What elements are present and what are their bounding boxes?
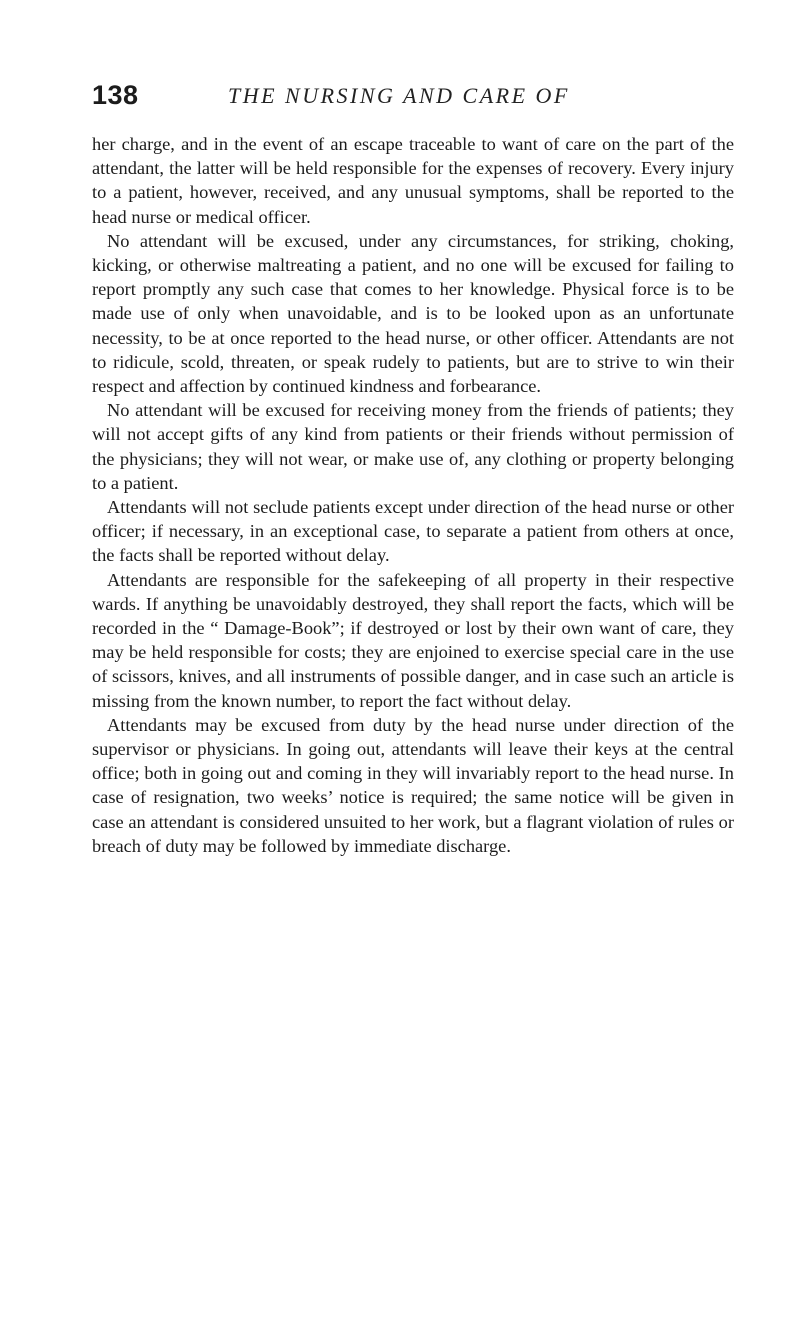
paragraph-seclusion-rule: Attendants will not seclude patients except under direction of the head nurse or other officer; if necessary, in an exceptional case, to separate a patient from others at once, the facts shall be reported without delay.: [92, 497, 734, 566]
paragraph-maltreatment-rule: No attendant will be excused, under any circumstances, for striking, choking, kicking, or otherwise maltreating a patient, and no one will be excused for failing to report promptly any such case that comes to her knowledge. Physical force is to be made use of only when unavoidable, and is to be looked upon as an unfortunate necessity, to be at once reported to the head nurse, or other officer. Attendants are not to ridicule, scold, threaten, or speak rudely to patients, but are to strive to win their respect and affection by continued kindness and forbearance.: [92, 230, 734, 397]
page-number: 138: [92, 80, 139, 110]
paragraph-duty-rule: Attendants may be excused from duty by the head nurse under direction of the supervisor or physicians. In going out, attendants will leave their keys at the central office; both in going out and coming in they will invariably report to the head nurse. In case of resignation, two weeks’ notice is required; the same notice will be given in case an attendant is considered unsuited to her work, but a flagrant violation of rules or breach of duty may be followed by immediate discharge.: [92, 714, 734, 856]
body-text: [92, 132, 734, 858]
running-title: THE NURSING AND CARE OF: [228, 83, 570, 108]
running-head: [92, 80, 732, 120]
paragraph-gifts-rule: No attendant will be excused for receiving money from the friends of patients; they will not accept gifts of any kind from patients or their friends without permission of the physicians; they will not wear, or make use of, any clothing or property belonging to a patient.: [92, 400, 734, 493]
paragraph-continuation: her charge, and in the event of an escape traceable to want of care on the part of the attendant, the latter will be held responsible for the expenses of recovery. Every injury to a patient, however, received, and any unusual symptoms, shall be reported to the head nurse or medical officer.: [92, 134, 734, 227]
paragraph-property-rule: Attendants are responsible for the safekeeping of all property in their respective wards. If anything be unavoidably destroyed, they shall report the facts, which will be recorded in the “ Damage-Book”; if destroyed or lost by their own want of care, they may be held responsible for costs; they are enjoined to exercise special care in the use of scissors, knives, and all instruments of possible danger, and in case such an article is missing from the known number, to report the fact without delay.: [92, 569, 734, 711]
